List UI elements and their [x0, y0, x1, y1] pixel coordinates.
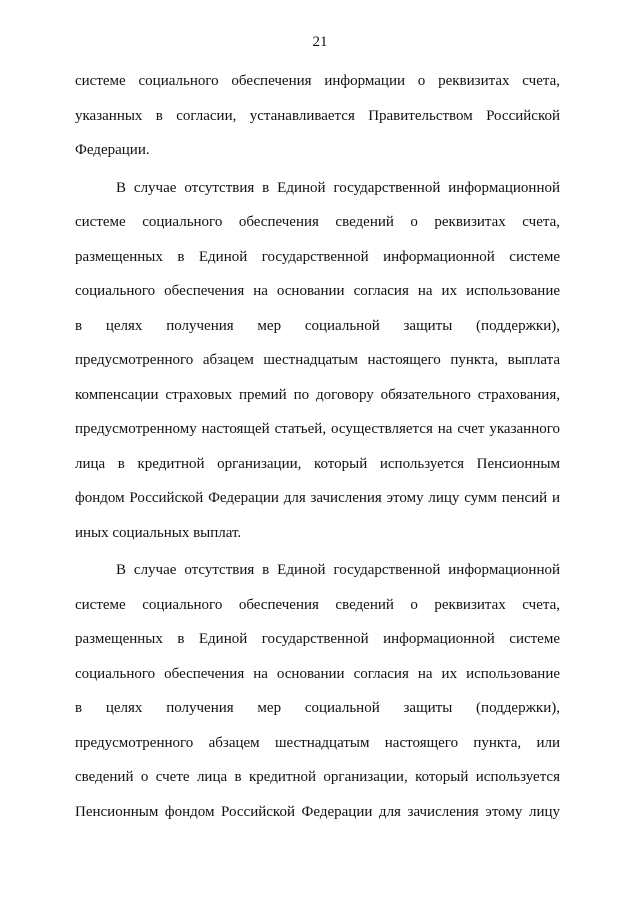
text-line: В случае отсутствия в Единой государственной информационной — [116, 179, 560, 196]
text-line: лица в кредитной организации, который используется Пенсионным — [75, 455, 560, 472]
text-line: Федерации. — [75, 142, 150, 158]
text-line: сведений о счете лица в кредитной организации, который используется — [75, 769, 560, 785]
text-line: иных социальных выплат. — [75, 524, 242, 541]
text-line: в целях получения мер социальной защиты (поддержки), — [75, 700, 560, 716]
text-line: указанных в согласии, устанавливается Правительством Российской — [75, 107, 560, 124]
text-line: системе социального обеспечения информации о реквизитах счета, — [75, 73, 560, 89]
document-body — [75, 64, 560, 832]
text-line: В случае отсутствия в Единой государственной информационной — [116, 562, 560, 578]
text-line: Пенсионным фондом Российской Федерации для зачисления этому лицу — [75, 803, 560, 820]
text-line: социального обеспечения на основании согласия на их использование — [75, 665, 560, 682]
text-line: предусмотренного абзацем шестнадцатым настоящего пункта, или — [75, 734, 560, 751]
text-line: социального обеспечения на основании согласия на их использование — [75, 283, 560, 299]
text-line: компенсации страховых премий по договору обязательного страхования, — [75, 386, 560, 403]
text-line: в целях получения мер социальной защиты (поддержки), — [75, 317, 560, 334]
text-line: предусмотренного абзацем шестнадцатым настоящего пункта, выплата — [75, 352, 560, 368]
page-number: 21 — [312, 34, 328, 50]
text-line: системе социального обеспечения сведений о реквизитах счета, — [75, 596, 560, 613]
text-line: предусмотренному настоящей статьей, осуществляется на счет указанного — [75, 421, 560, 437]
text-line: системе социального обеспечения сведений о реквизитах счета, — [75, 214, 560, 230]
paragraph-1 — [75, 64, 560, 168]
paragraph-2 — [75, 171, 560, 551]
paragraph-3 — [75, 553, 560, 829]
text-line: размещенных в Единой государственной информационной системе — [75, 631, 560, 647]
text-line: размещенных в Единой государственной информационной системе — [75, 248, 560, 265]
text-line: фондом Российской Федерации для зачисления этому лицу сумм пенсий и — [75, 490, 560, 506]
